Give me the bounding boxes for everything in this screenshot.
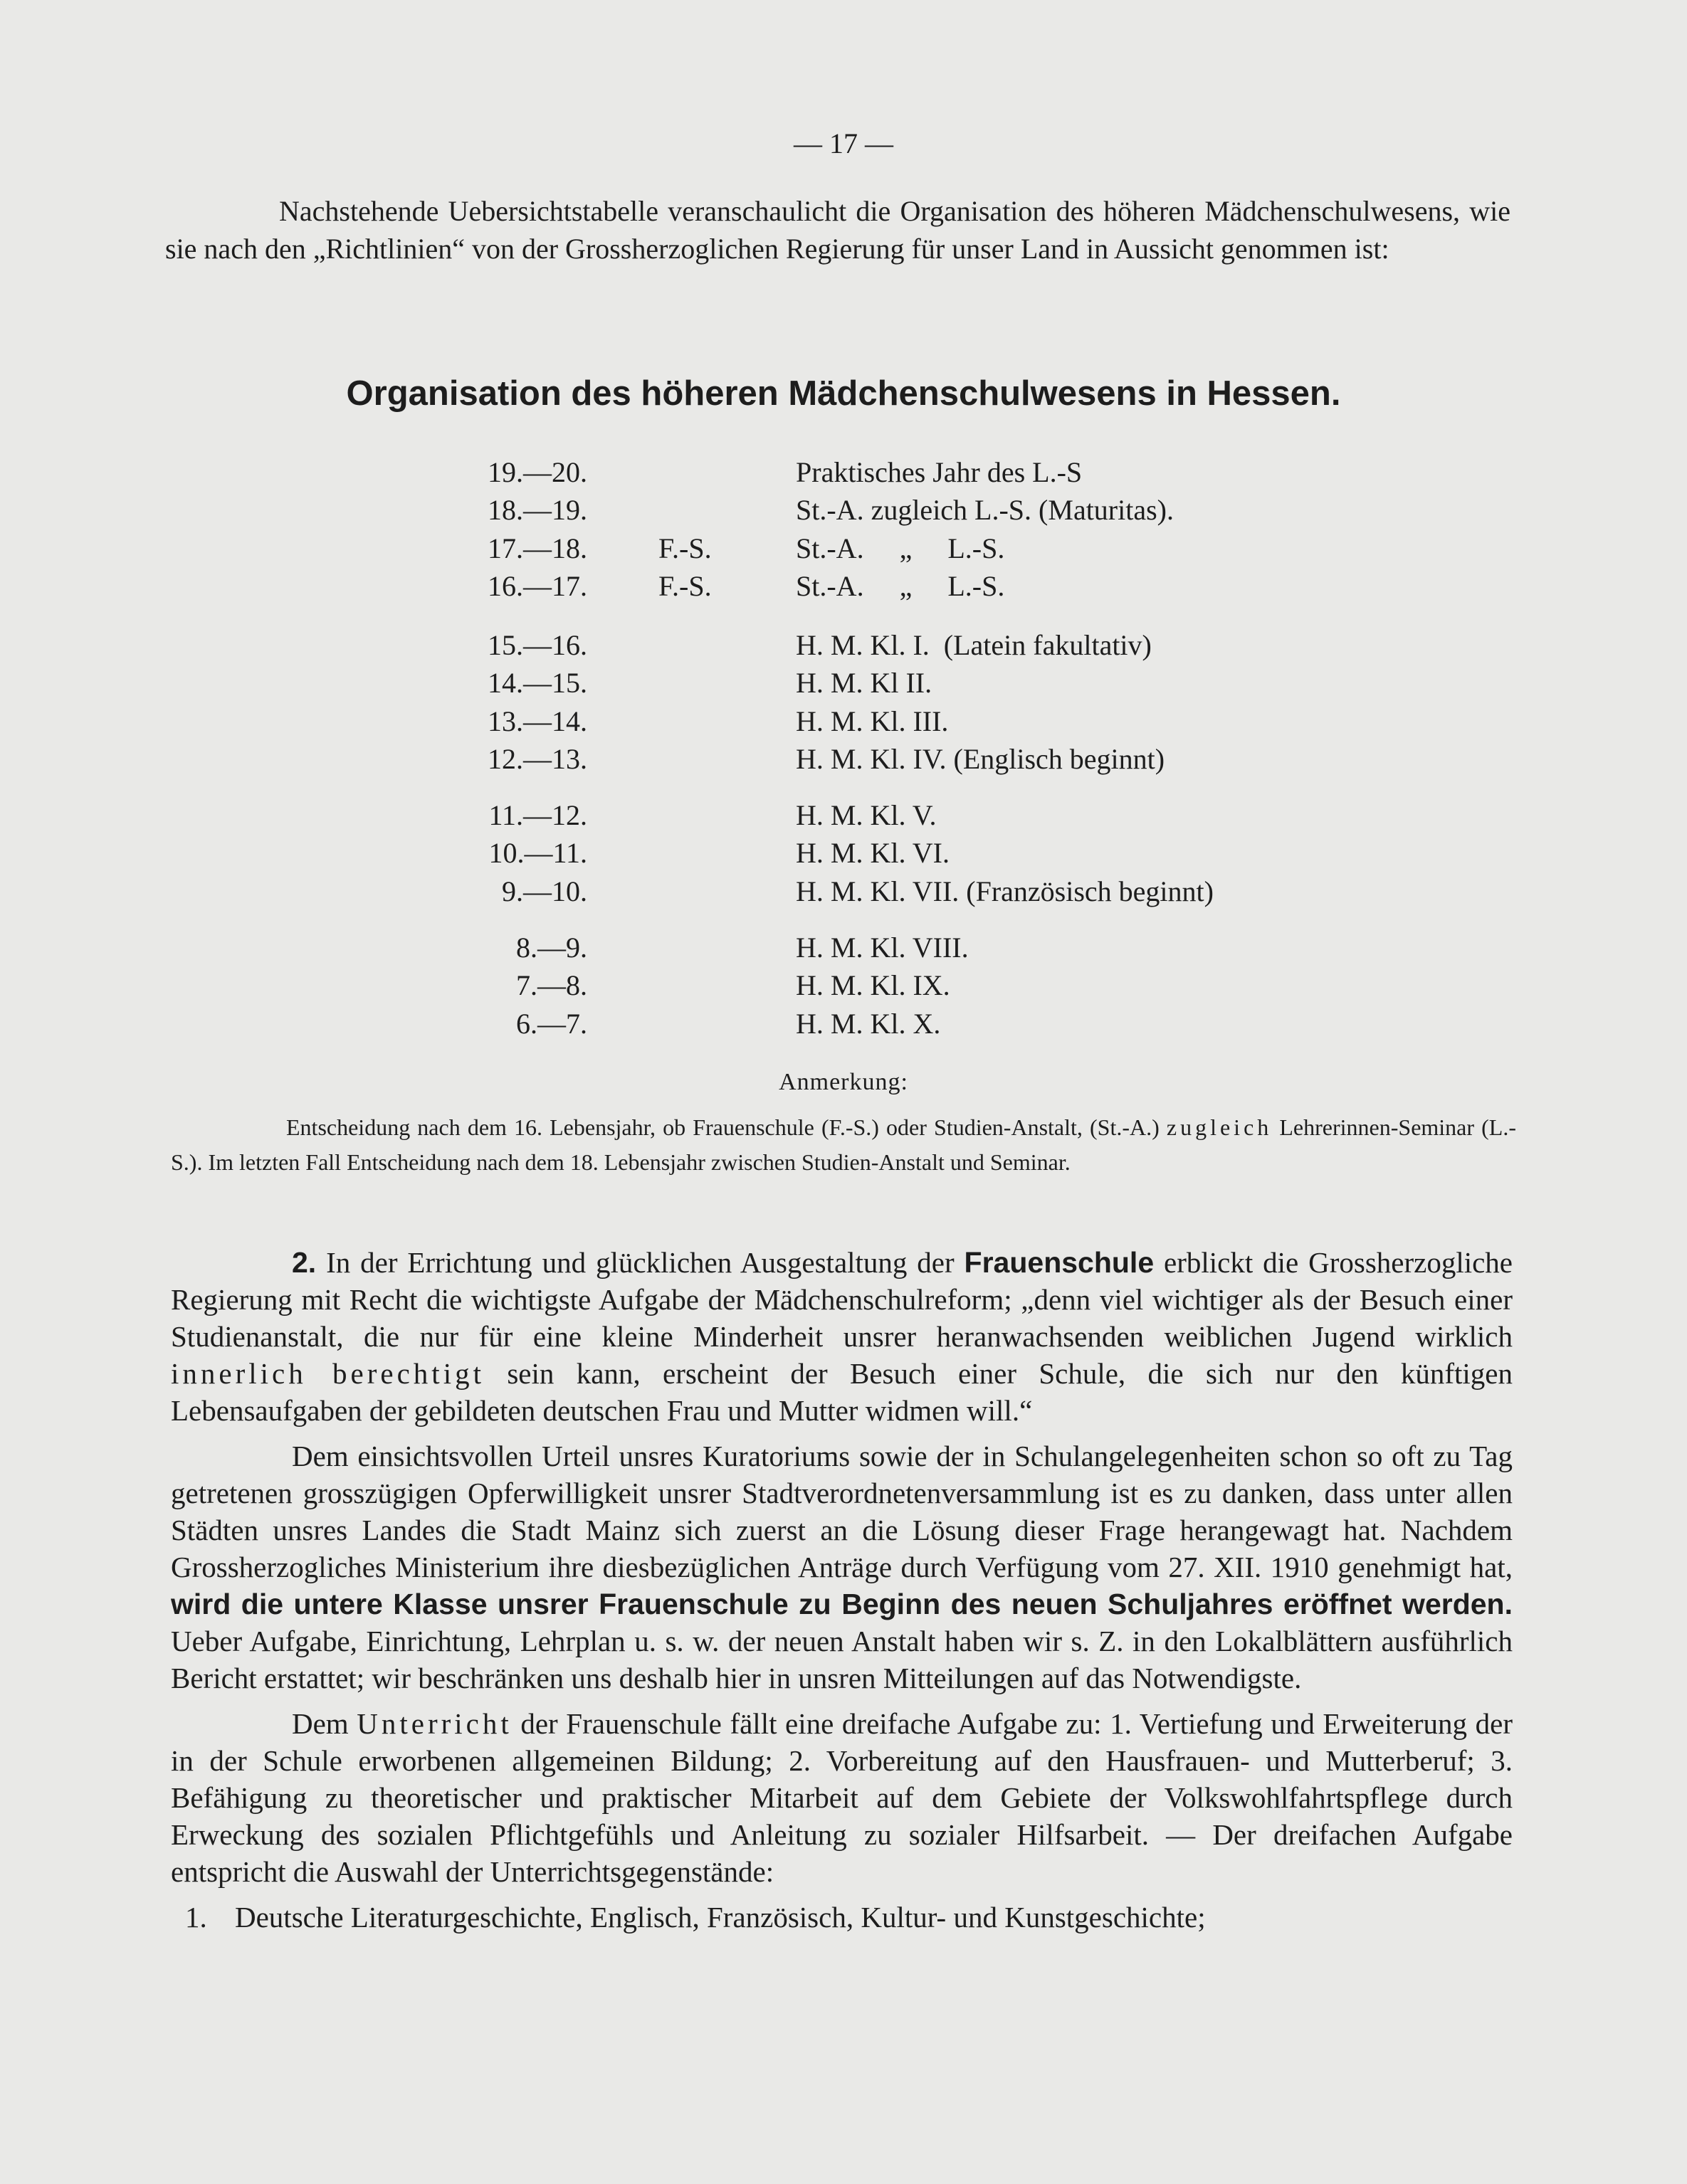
table-row-age: 18.—19. <box>488 494 587 526</box>
spaced-emphasis: innerlich berechtigt <box>171 1357 485 1390</box>
list-item-number: 1. <box>185 1901 207 1934</box>
paragraph-text: Ueber Aufgabe, Einrichtung, Lehrplan u. s. w. der neuen Anstalt haben wir s. Z. in den Lokalblättern ausführlich Bericht erstattet; wir beschränken uns deshalb hier in unsren Mitteilungen auf das Notwendigste. <box>171 1625 1513 1694</box>
section-2-paragraph <box>171 1244 1513 1429</box>
list-item <box>185 1899 1513 1936</box>
paragraph-text: Dem einsichtsvollen Urteil unsres Kuratoriums sowie der in Schulangelegenheiten schon so oft zu Tag getretenen grosszügigen Opferwilligkeit unsrer Stadtverordnetenversammlung ist es zu danken, dass unter allen Städten unsres Landes die Stadt Mainz sich zuerst an die Lösung dieser Frage herangewagt hat. Nachdem Grossherzogliches Ministerium ihre diesbezüglichen Anträge durch Verfügung vom 27. XII. 1910 genehmigt hat, <box>171 1440 1513 1583</box>
body-text <box>171 1244 1513 1936</box>
table-row-main: H. M. Kl. VIII. <box>796 932 969 964</box>
table-row-age: 9.—10. <box>502 875 587 907</box>
table-row-main: H. M. Kl. VII. (Französisch beginnt) <box>796 875 1214 907</box>
table-row-main: H. M. Kl. V. <box>796 799 937 831</box>
table-row-age: 10.—11. <box>488 837 587 869</box>
intro-text: Nachstehende Uebersichtstabelle veranschaulicht die Organisation des höheren Mädchenschulwesens, wie sie nach den „Richtlinien“ von der Grossherzoglichen Regierung für unser Land in Aussicht genommen ist: <box>165 195 1510 265</box>
table-row-main: Praktisches Jahr des L.-S <box>796 456 1083 488</box>
table-row-main: H. M. Kl. III. <box>796 705 949 737</box>
table-row-age: 19.—20. <box>488 456 587 488</box>
table-row-age: 13.—14. <box>488 705 587 737</box>
spaced-emphasis: Unterricht <box>357 1707 513 1740</box>
table-row-age: 7.—8. <box>516 969 587 1001</box>
page-number: — 17 — <box>794 127 893 159</box>
paragraph-text: In der Errichtung und glücklichen Ausgestaltung der <box>316 1246 965 1279</box>
table-row-age: 6.—7. <box>516 1008 587 1040</box>
note-heading: Anmerkung: <box>779 1069 908 1095</box>
table-row-main: H. M. Kl. X. <box>796 1008 941 1040</box>
table-row-age: 11.—12. <box>488 799 587 831</box>
table-row-main: St.-A. zugleich L.-S. (Maturitas). <box>796 494 1174 526</box>
emphasis-frauenschule: Frauenschule <box>964 1246 1155 1279</box>
table-row-main: H. M. Kl. I. (Latein fakultativ) <box>796 629 1152 661</box>
table-row-main: H. M. Kl. IX. <box>796 969 950 1001</box>
intro-paragraph <box>165 192 1510 268</box>
table-row-fs: F.-S. <box>658 532 712 564</box>
paragraph-text: der Frauenschule fällt eine dreifache Aufgabe zu: 1. Vertiefung und Erweiterung der in der Schule erworbenen allgemeinen Bildung; 2. Vorbereitung auf den Hausfrauen- und Mutterberuf; 3. Befähigung zu theoretischer und praktischer Mitarbeit auf dem Gebiete der Volkswohlfahrtspflege durch Erweckung des sozialen Pflichtgefühls und Anleitung zu sozialer Hilfsarbeit. — Der dreifachen Aufgabe entspricht die Auswahl der Unterrichtsgegenstände: <box>171 1707 1513 1888</box>
paragraph-text: erblickt die Grossherzogliche Regierung mit Recht die wichtigste Aufgabe der Mädchenschulreform; „denn viel wichtiger als der Besuch einer Studienanstalt, die nur für eine kleine Minderheit unsrer heranwachsenden weiblichen Jugend wirklich <box>171 1246 1513 1353</box>
unterricht-paragraph <box>171 1705 1513 1890</box>
subjects-list <box>171 1899 1513 1936</box>
paragraph-text: sein kann, erscheint der Besuch einer Schule, die sich nur den künftigen Lebensaufgaben der gebildeten deutschen Frau und Mutter widmen will.“ <box>171 1357 1513 1427</box>
table-row-main: H. M. Kl II. <box>796 667 932 699</box>
table-row-main: H. M. Kl. IV. (Englisch beginnt) <box>796 743 1165 775</box>
note-spaced-word: zugleich <box>1166 1114 1273 1140</box>
table-row-main: St.-A. „ L.-S. <box>796 570 1005 602</box>
table-row-main: St.-A. „ L.-S. <box>796 532 1005 564</box>
note-paragraph <box>171 1110 1516 1180</box>
table-row-main: H. M. Kl. VI. <box>796 837 950 869</box>
emphasis-opening: wird die untere Klasse unsrer Frauenschule zu Beginn des neuen Schuljahres eröffnet werden. <box>171 1588 1513 1620</box>
list-item-text: Deutsche Literaturgeschichte, Englisch, Französisch, Kultur- und Kunstgeschichte; <box>235 1901 1206 1934</box>
table-row-age: 15.—16. <box>488 629 587 661</box>
note-text: Entscheidung nach dem 16. Lebensjahr, ob Frauenschule (F.-S.) oder Studien-Anstalt, (St.-A.) <box>286 1114 1167 1140</box>
table-title: Organisation des höheren Mädchenschulwesens in Hessen. <box>346 374 1341 413</box>
table-row-age: 14.—15. <box>488 667 587 699</box>
note-text: Lehrerinnen-Seminar (L.-S.). Im letzten Fall Entscheidung nach dem 18. Lebensjahr zwischen Studien-Anstalt und Seminar. <box>171 1114 1516 1175</box>
table-row-age: 17.—18. <box>488 532 587 564</box>
table-row-age: 8.—9. <box>516 932 587 964</box>
section-number: 2. <box>292 1246 317 1279</box>
paragraph-text: Dem <box>292 1707 357 1740</box>
table-row-age: 12.—13. <box>488 743 587 775</box>
table-row-fs: F.-S. <box>658 570 712 602</box>
kuratorium-paragraph <box>171 1437 1513 1697</box>
table-row-age: 16.—17. <box>488 570 587 602</box>
